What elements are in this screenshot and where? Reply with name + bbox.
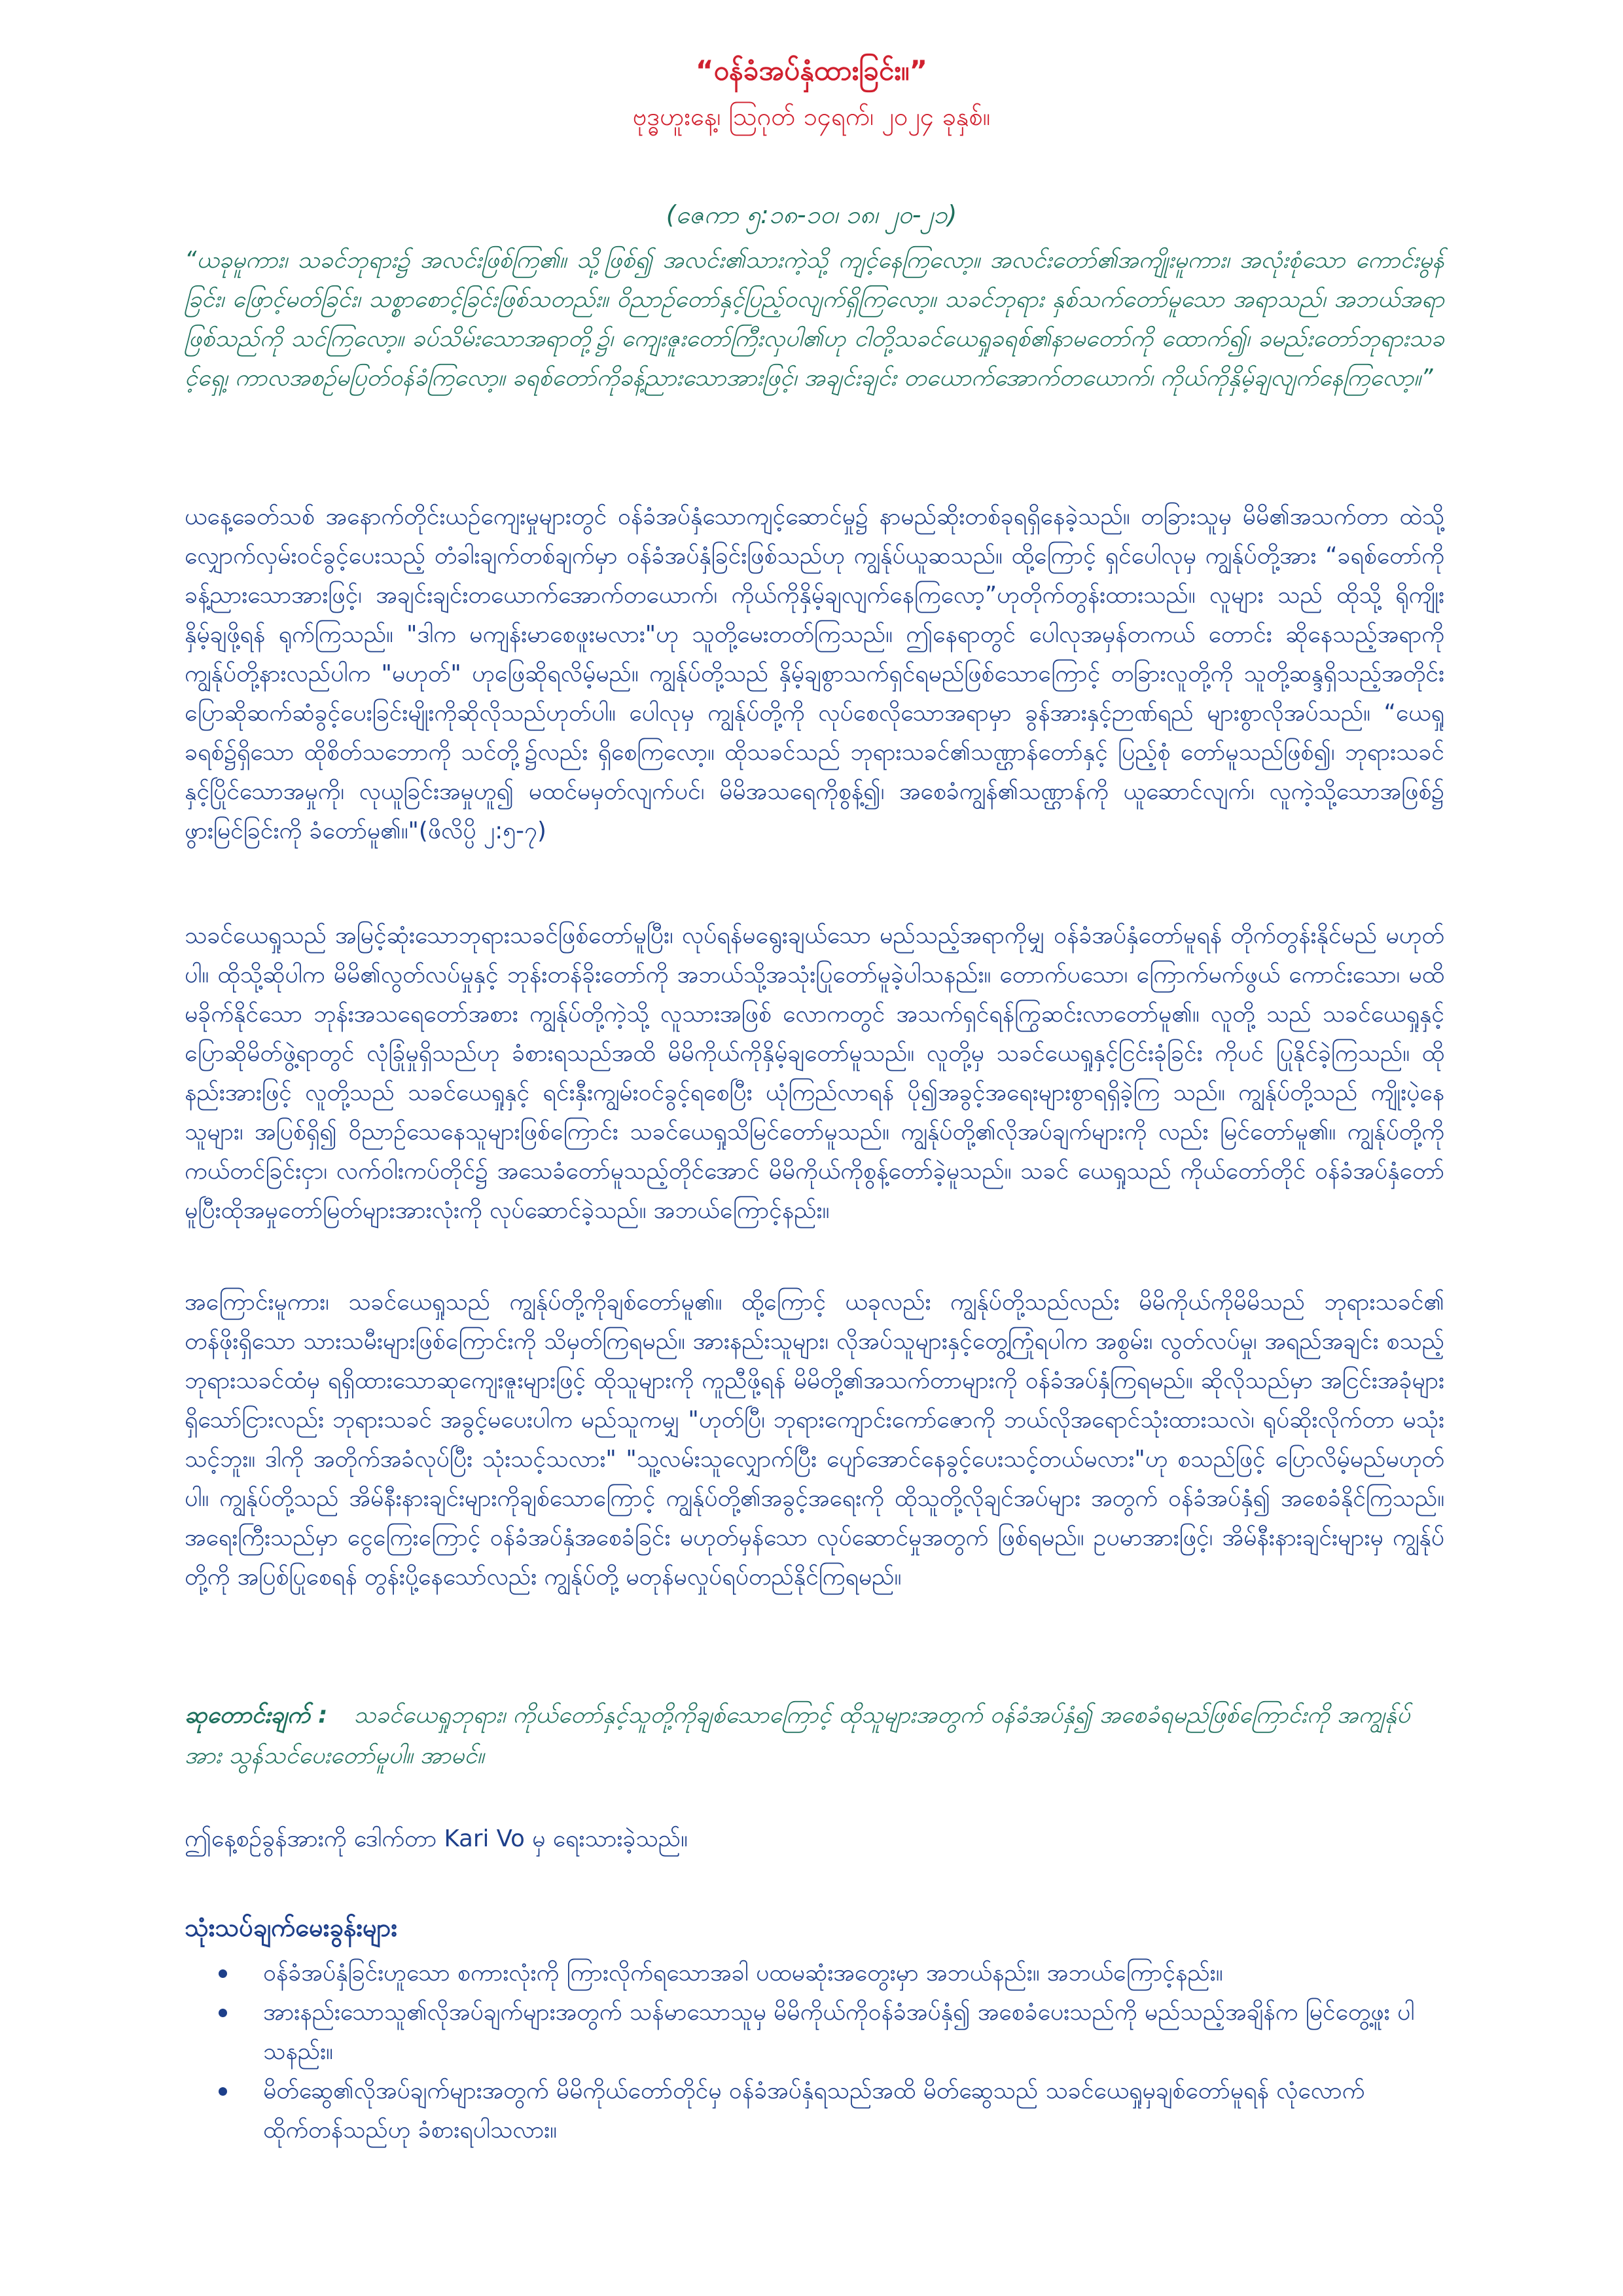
body-paragraph-2: သခင်ယေရှုသည် အမြင့်ဆုံးသောဘုရားသခင်ဖြစ်တော်မူပြီး၊ လုပ်ရန်မရွေးချယ်သော မည်သည့်အရာကိုမျှ ဝန်ခံအပ်နှံတော်မူရန် တိုက်တွန်းနိုင်မည် မဟုတ်ပါ။ ထိုသို့ဆိုပါက မိမိ၏လွတ်လပ်မှုနှင့် ဘုန်းတန်ခိုးတော်ကို အဘယ်သို့အသုံးပြုတော်မူခဲ့ပါသနည်း။ တောက်ပသော၊ ကြောက်မက်ဖွယ် ကောင်းသော၊ မထိမခိုက်နိုင်သော ဘုန်းအသရေတော်အစား ကျွန်ုပ်တို့ကဲ့သို့ လူသားအဖြစ် လောကတွင် အသက်ရှင်ရန်ကြွဆင်းလာတော်မူ၏။ လူတို့ သည် သခင်ယေရှုနှင့်ပြောဆိုမိတ်ဖွဲ့ရာတွင် လုံခြုံမှုရှိသည်ဟု ခံစားရသည်အထိ မိမိကိုယ်ကိုနှိမ့်ချတော်မူသည်။ လူတို့မှ သခင်ယေရှုနှင့်ငြင်းခုံခြင်း ကိုပင် ပြုနိုင်ခဲ့ကြသည်။ ထိုနည်းအားဖြင့် လူတို့သည် သခင်ယေရှုနှင့် ရင်းနှီးကျွမ်းဝင်ခွင့်ရစေပြီး ယုံကြည်လာရန် ပို၍အခွင့်အရေးများစွာရရှိခဲ့ကြ သည်။ ကျွန်ုပ်တို့သည် ကျိုးပဲ့နေသူများ၊ အပြစ်ရှိ၍ ဝိညာဉ်သေနေသူများဖြစ်ကြောင်း သခင်ယေရှုသိမြင်တော်မူသည်။ ကျွန်ုပ်တို့၏လိုအပ်ချက်များကို လည်း မြင်တော်မူ၏။ ကျွန်ုပ်တို့ကို ကယ်တင်ခြင်းငှာ၊ လက်ဝါးကပ်တိုင်၌ အသေခံတော်မူသည့်တိုင်အောင် မိမိကိုယ်ကိုစွန့်တော်ခဲ့မူသည်။ သခင် ယေရှုသည် ကိုယ်တော်တိုင် ဝန်ခံအပ်နှံတော်မူပြီးထိုအမှုတော်မြတ်များအားလုံးကို လုပ်ဆောင်ခဲ့သည်။ အဘယ်ကြောင့်နည်း။ <box>185 922 1444 1224</box>
verse-text: “ယခုမူကား၊ သခင်ဘုရား၌ အလင်းဖြစ်ကြ၏။ သို့ဖြစ်၍ အလင်း၏သားကဲ့သို့ ကျင့်နေကြလော့။ အလင်းတော်၏အကျိုးမူကား၊ အလုံးစုံသော ကောင်းမွန်ခြင်း၊ ဖြောင့်မတ်ခြင်း၊ သစ္စာစောင့်ခြင်းဖြစ်သတည်း။ ဝိညာဉ်တော်နှင့်ပြည့်ဝလျက်ရှိကြလော့။ သခင်ဘုရား နှစ်သက်တော်မူသော အရာသည်၊ အဘယ်အရာဖြစ်သည်ကို သင်ကြလော့။ ခပ်သိမ်းသောအရာတို့၌၊ ကျေးဇူးတော်ကြီးလှပါ၏ဟု ငါတို့သခင်ယေရှုခရစ်၏နာမတော်ကို ထောက်၍၊ ခမည်းတော်ဘုရားသခင့်ရှေ့၊ ကာလအစဉ်မပြတ်ဝန်ခံကြလော့။ ခရစ်တော်ကိုခန့်ညားသောအားဖြင့်၊ အချင်းချင်း တယောက်အောက်တယောက်၊ ကိုယ်ကိုနှိမ့်ချလျက်နေကြလော့။” <box>185 247 1444 391</box>
question-text: မိတ်ဆွေ၏လိုအပ်ချက်များအတွက် မိမိကိုယ်တော်တိုင်မှ ဝန်ခံအပ်နှံရသည်အထိ မိတ်ဆွေသည် သခင်ယေရှုမှချစ်တော်မူရန် လုံလောက် ထိုက်တန်သည်ဟု ခံစားရပါသလား။ <box>263 2077 1365 2144</box>
question-item <box>185 2072 1444 2150</box>
author-line: ဤနေ့စဉ်ခွန်အားကို ဒေါက်တာ Kari Vo မှ ရေးသားခဲ့သည်။ <box>185 1825 688 1852</box>
body-paragraph-1: ယနေ့ခေတ်သစ် အနောက်တိုင်းယဉ်ကျေးမှုများတွင် ဝန်ခံအပ်နှံသောကျင့်ဆောင်မှု၌ နာမည်ဆိုးတစ်ခုရရှိနေခဲ့သည်။ တခြားသူမှ မိမိ၏အသက်တာ ထဲသို့ လျှောက်လှမ်းဝင်ခွင့်ပေးသည့် တံခါးချက်တစ်ချက်မှာ ဝန်ခံအပ်နှံခြင်းဖြစ်သည်ဟု ကျွန်ုပ်ယူဆသည်။ ထို့ကြောင့် ရှင်ပေါလုမှ ကျွန်ုပ်တို့အား “ခရစ်တော်ကိုခန့်ညားသောအားဖြင့်၊ အချင်းချင်းတယောက်အောက်တယောက်၊ ကိုယ်ကိုနှိမ့်ချလျက်နေကြလော့”ဟုတိုက်တွန်းထားသည်။ လူများ သည် ထိုသို့ ရိုကျိုးနှိမ့်ချဖို့ရန် ရုက်ကြသည်။ "ဒါက မကျန်းမာစေဖူးမလား"ဟု သူတို့မေးတတ်ကြသည်။ ဤနေရာတွင် ပေါလုအမှန်တကယ် တောင်း ဆိုနေသည့်အရာကို ကျွန်ုပ်တို့နားလည်ပါက "မဟုတ်" ဟုဖြေဆိုရလိမ့်မည်။ ကျွန်ုပ်တို့သည် နှိမ့်ချစွာသက်ရှင်ရမည်ဖြစ်သောကြောင့် တခြားလူတို့ကို သူတို့ဆန္ဒရှိသည့်အတိုင်း ပြောဆိုဆက်ဆံခွင့်ပေးခြင်းမျိုးကိုဆိုလိုသည်ဟုတ်ပါ။ ပေါလုမှ ကျွန်ုပ်တို့ကို လုပ်စေလိုသောအရာမှာ ခွန်အားနှင့်ဉာဏ်ရည် များစွာလိုအပ်သည်။ “ယေရှုခရစ်၌ရှိသော ထိုစိတ်သဘောကို သင်တို့၌လည်း ရှိစေကြလော့။ ထိုသခင်သည် ဘုရားသခင်၏သဏ္ဌာန်တော်နှင့် ပြည့်စုံ တော်မူသည်ဖြစ်၍၊ ဘုရားသခင်နှင့်ပြိုင်သောအမှုကို၊ လုယူခြင်းအမှုဟူ၍ မထင်မမှတ်လျက်ပင်၊ မိမိအသရေကိုစွန့်၍၊ အစေခံကျွန်၏သဏ္ဌာန်ကို ယူဆောင်လျက်၊ လူကဲ့သို့သောအဖြစ်၌ ဖွားမြင်ခြင်းကို ခံတော်မူ၏။"(ဖိလိပ္ပိ ၂:၅-၇) <box>185 503 1444 844</box>
prayer-text: သခင်ယေရှုဘုရား၊ ကိုယ်တော်နှင့်သူတို့ကိုချစ်သောကြောင့် ထိုသူများအတွက် ဝန်ခံအပ်နှံ၍ အစေခံရမည်ဖြစ်ကြောင်းကို အကျွန်ုပ်အား သွန်သင်ပေးတော်မူပါ။ အာမင်။ <box>185 1702 1410 1769</box>
page-title: “ဝန်ခံအပ်နှံထားခြင်း။” <box>695 54 928 86</box>
page-date: ဗုဒ္ဓဟူးနေ့၊ ဩဂုတ် ၁၄ရက်၊ ၂၀၂၄ ခုနှစ်။ <box>632 102 991 131</box>
question-text: ဝန်ခံအပ်နှံခြင်းဟူသော စကားလုံးကို ကြားလိုက်ရသောအခါ ပထမဆုံးအတွေးမှာ အဘယ်နည်း။ အဘယ်ကြောင့်နည်း။ <box>263 1960 1223 1986</box>
body-paragraph-3: အကြောင်းမူကား၊ သခင်ယေရှုသည် ကျွန်ုပ်တို့ကိုချစ်တော်မူ၏။ ထို့ကြောင့် ယခုလည်း ကျွန်ုပ်တို့သည်လည်း မိမိကိုယ်ကိုမိမိသည် ဘုရားသခင်၏ တန်ဖိုးရှိသော သားသမီးများဖြစ်ကြောင်းကို သိမှတ်ကြရမည်။ အားနည်းသူများ၊ လိုအပ်သူများနှင့်တွေ့ကြုံရပါက အစွမ်း၊ လွတ်လပ်မှု၊ အရည်အချင်း စသည့် ဘုရားသခင်ထံမှ ရရှိထားသောဆုကျေးဇူးများဖြင့် ထိုသူများကို ကူညီဖို့ရန် မိမိတို့၏အသက်တာများကို ဝန်ခံအပ်နှံကြရမည်။ ဆိုလိုသည်မှာ အငြင်းအခုံများရှိသော်ငြားလည်း ဘုရားသခင် အခွင့်မပေးပါက မည်သူကမျှ "ဟုတ်ပြီ၊ ဘုရားကျောင်းကော်ဇောကို ဘယ်လိုအရောင်သုံးထားသလဲ၊ ရုပ်ဆိုးလိုက်တာ မသုံးသင့်ဘူး။ ဒါကို အတိုက်အခံလုပ်ပြီး သုံးသင့်သလား" "သူ့လမ်းသူလျှောက်ပြီး ပျော်အောင်နေခွင့်ပေးသင့်တယ်မလား"ဟု စသည်ဖြင့် ပြောလိမ့်မည်မဟုတ်ပါ။ ကျွန်ုပ်တို့သည် အိမ်နီးနားချင်းများကိုချစ်သောကြောင့် ကျွန်ုပ်တို့၏အခွင့်အရေးကို ထိုသူတို့လိုချင်အပ်များ အတွက် ဝန်ခံအပ်နှံ၍ အစေခံနိုင်ကြသည်။ အရေးကြီးသည်မှာ ငွေကြေးကြောင့် ဝန်ခံအပ်နှံအစေခံခြင်း မဟုတ်မှန်သော လုပ်ဆောင်မှုအတွက် ဖြစ်ရမည်။ ဥပမာအားဖြင့်၊ အိမ်နီးနားချင်းများမှ ကျွန်ုပ်တို့ကို အပြစ်ပြုစေရန် တွန်းပို့နေသော်လည်း ကျွန်ုပ်တို့ မတုန်မလှုပ်ရပ်တည်နိုင်ကြရမည်။ <box>185 1289 1444 1590</box>
prayer-label: ဆုတောင်းချက် : <box>185 1702 328 1729</box>
bullet-icon <box>219 1969 227 1978</box>
questions-list <box>185 1954 1444 2150</box>
bullet-icon <box>219 2087 227 2096</box>
question-item <box>185 1993 1444 2072</box>
question-text: အားနည်းသောသူ၏လိုအပ်ချက်များအတွက် သန်မာသောသူမှ မိမိကိုယ်ကိုဝန်ခံအပ်နှံ၍ အစေခံပေးသည်ကို မည်သည့်အချိန်က မြင်တွေ့ဖူး ပါသနည်း။ <box>263 1999 1415 2065</box>
questions-heading: သုံးသပ်ချက်မေးခွန်းများ <box>185 1913 398 1942</box>
question-item <box>185 1954 1444 1993</box>
bullet-icon <box>219 2009 227 2017</box>
verse-reference: (ဇေကာ ၅:၁၈-၁၀၊ ၁၈၊ ၂၀-၂၁) <box>666 200 957 229</box>
prayer <box>185 1695 1444 1776</box>
